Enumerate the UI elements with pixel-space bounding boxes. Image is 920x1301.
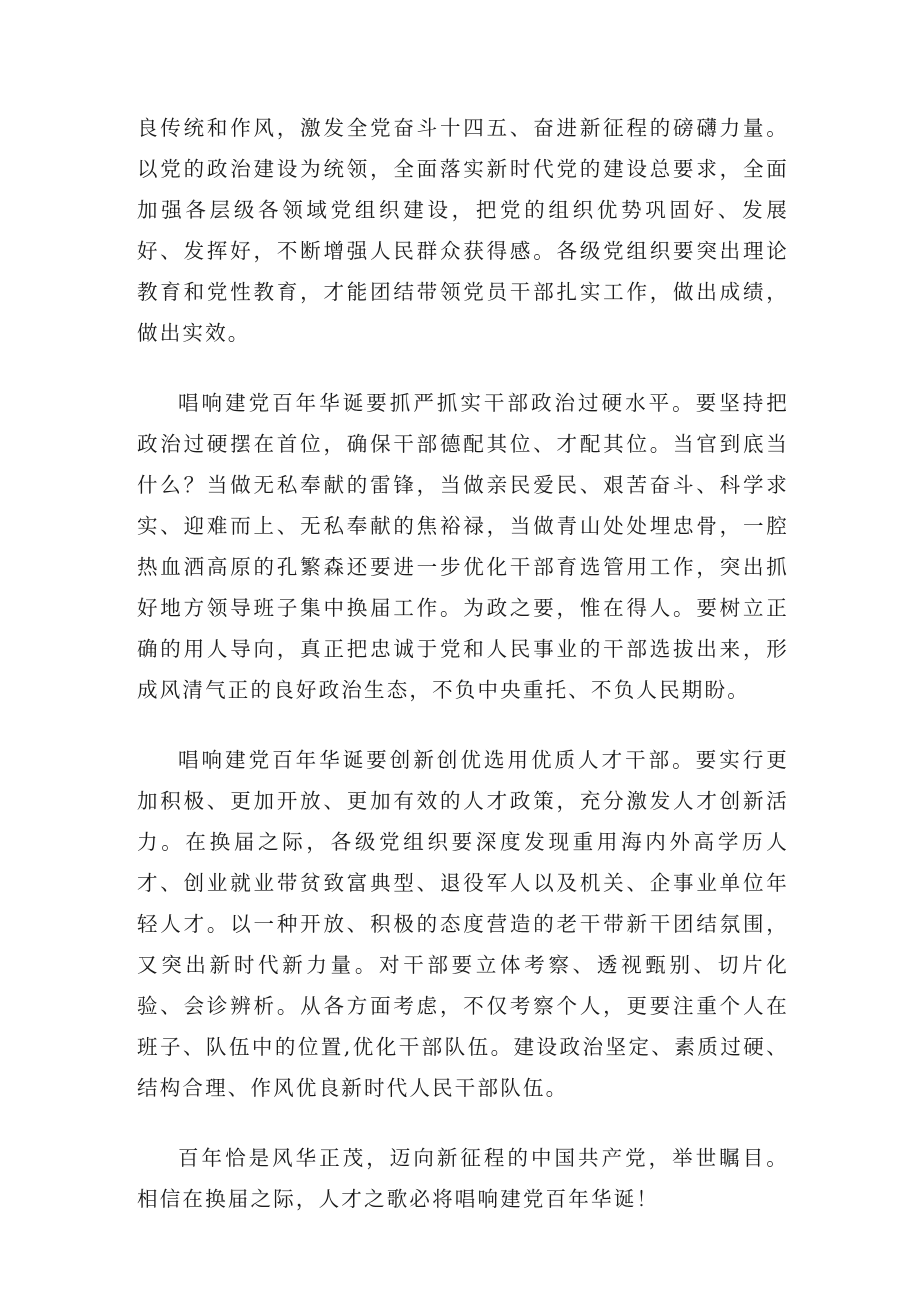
paragraph-continued: 良传统和作风，激发全党奋斗十四五、奋进新征程的磅礴力量。以党的政治建设为统领，全面落实新时代党的建设总要求，全面加强各层级各领域党组织建设，把党的组织优势巩固好、发展好、发挥好，不断增强人民群众获得感。各级党组织要突出理论教育和党性教育，才能团结带领党员干部扎实工作，做出成绩，做出实效。 xyxy=(137,116,789,345)
paragraph-cadre-politics: 唱响建党百年华诞要抓严抓实干部政治过硬水平。要坚持把政治过硬摆在首位，确保干部德配其位、才配其位。当官到底当什么？当做无私奉献的雷锋，当做亲民爱民、艰苦奋斗、科学求实、迎难而上、无私奉献的焦裕禄，当做青山处处埋忠骨，一腔热血洒高原的孔繁森还要进一步优化干部育选管用工作，突出抓好地方领导班子集中换届工作。为政之要，惟在得人。要树立正确的用人导向，真正把忠诚于党和人民事业的干部选拔出来，形成风清气正的良好政治生态，不负中央重托、不负人民期盼。 xyxy=(137,391,789,702)
paragraph-talent-selection: 唱响建党百年华诞要创新创优选用优质人才干部。要实行更加积极、更加开放、更加有效的人才政策，充分激发人才创新活力。在换届之际，各级党组织要深度发现重用海内外高学历人才、创业就业带贫致富典型、退役军人以及机关、企事业单位年轻人才。以一种开放、积极的态度营造的老干带新干团结氛围，又突出新时代新力量。对干部要立体考察、透视甄别、切片化验、会诊辨析。从各方面考虑，不仅考察个人，更要注重个人在班子、队伍中的位置,优化干部队伍。建设政治坚定、素质过硬、结构合理、作风优良新时代人民干部队伍。 xyxy=(137,748,789,1100)
paragraph-conclusion: 百年恰是风华正茂，迈向新征程的中国共产党，举世瞩目。相信在换届之际，人才之歌必将唱响建党百年华诞！ xyxy=(137,1146,789,1211)
document-body xyxy=(137,108,789,1249)
